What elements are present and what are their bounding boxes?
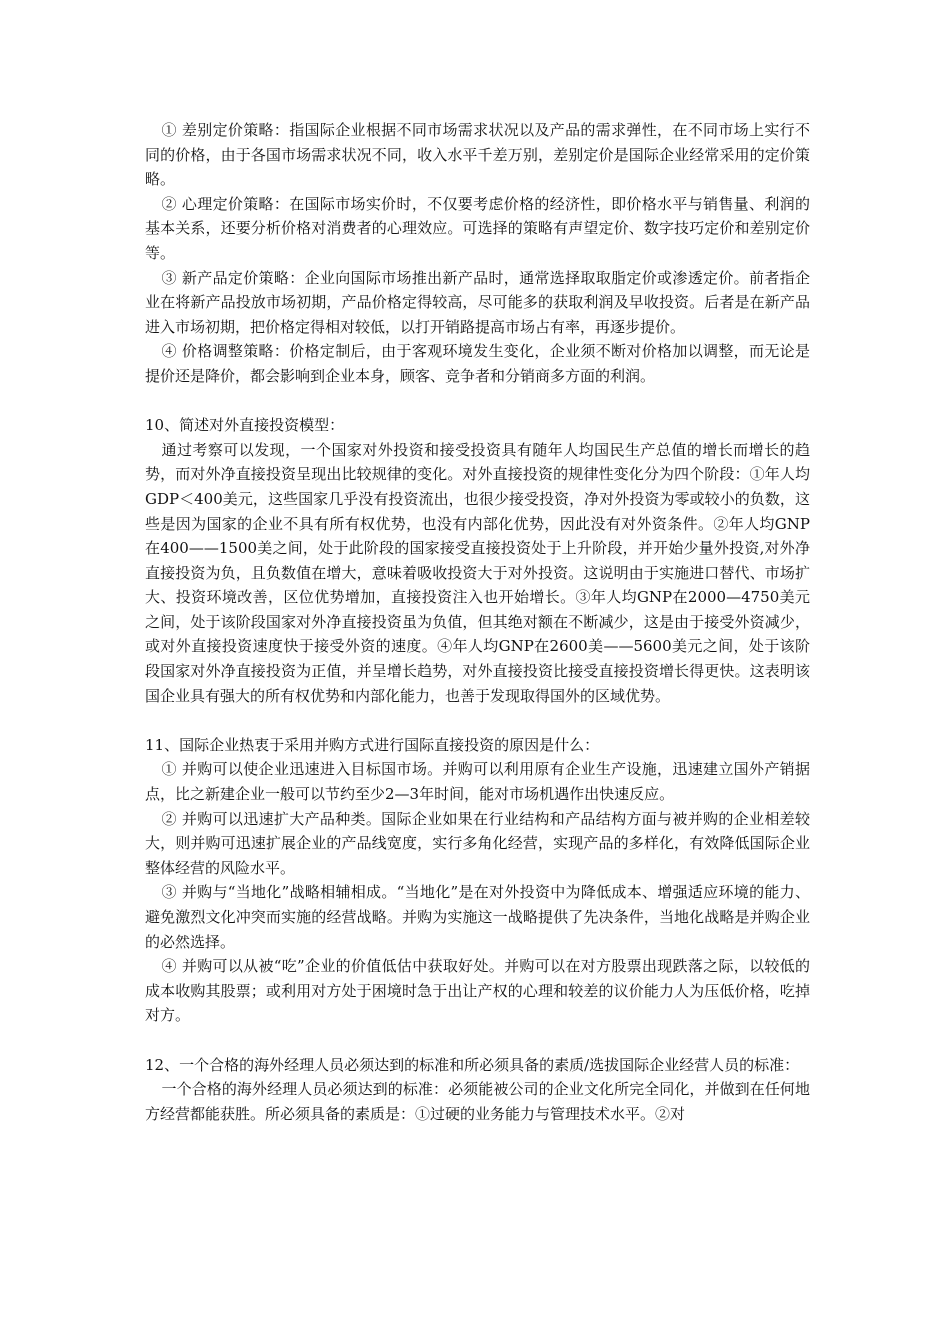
section-gap [145, 1028, 810, 1053]
pricing-item-2: ② 心理定价策略：在国际市场实价时，不仅要考虑价格的经济性，即价格水平与销售量、利润的基本关系，还要分析价格对消费者的心理效应。可选择的策略有声望定价、数字技巧定价和差别定价等。 [145, 194, 810, 262]
q11-heading: 11、国际企业热衷于采用并购方式进行国际直接投资的原因是什么： [145, 735, 600, 754]
q11-item-3: ③ 并购与“当地化”战略相辅相成。“当地化”是在对外投资中为降低成本、增强适应环境的能力、避免激烈文化冲突而实施的经营战略。并购为实施这一战略提供了先决条件，当地化战略是并购企业的必然选择。 [145, 883, 810, 951]
section-gap [145, 708, 810, 733]
q10-heading: 10、简述对外直接投资模型： [145, 416, 345, 435]
q11-item-2: ② 并购可以迅速扩大产品种类。国际企业如果在行业结构和产品结构方面与被并购的企业相差较大，则并购可迅速扩展企业的产品线宽度，实行多角化经营，实现产品的多样化，有效降低国际企业整体经营的风险水平。 [145, 809, 810, 877]
q10-body: 通过考察可以发现，一个国家对外投资和接受投资具有随年人均国民生产总值的增长而增长的趋势，而对外净直接投资呈现出比较规律的变化。对外直接投资的规律性变化分为四个阶段：①年人均GDP＜400美元，这些国家几乎没有投资流出，也很少接受投资，净对外投资为零或较小的负数，这些是因为国家的企业不具有所有权优势，也没有内部化优势，因此没有对外资条件。②年人均GNP在400——1500美之间，处于此阶段的国家接受直接投资处于上升阶段，并开始少量外投资,对外净直接投资为负，且负数值在增大，意味着吸收投资大于对外投资。这说明由于实施进口替代、市场扩大、投资环境改善，区位优势增加，直接投资注入也开始增长。③年人均GNP在2000—4750美元之间，处于该阶段国家对外净直接投资虽为负值，但其绝对额在不断减少，这是由于接受外资减少，或对外直接投资速度快于接受外资的速度。④年人均GNP在2600美——5600美元之间，处于该阶段国家对外净直接投资为正值，并呈增长趋势，对外直接投资比接受直接投资增长得更快。这表明该国企业具有强大的所有权优势和内部化能力，也善于发现取得国外的区域优势。 [145, 440, 810, 705]
pricing-item-1: ① 差别定价策略：指国际企业根据不同市场需求状况以及产品的需求弹性，在不同市场上实行不同的价格，由于各国市场需求状况不同，收入水平千差万别，差别定价是国际企业经常采用的定价策略。 [145, 121, 810, 189]
q12-heading: 12、一个合格的海外经理人员必须达到的标准和所必须具备的素质/选拔国际企业经营人员的标准： [145, 1055, 800, 1074]
document-page [145, 118, 810, 1126]
q11-item-1: ① 并购可以使企业迅速进入目标国市场。并购可以利用原有企业生产设施，迅速建立国外产销据点，比之新建企业一般可以节约至少2—3年时间，能对市场机遇作出快速反应。 [145, 760, 810, 804]
pricing-item-3: ③ 新产品定价策略：企业向国际市场推出新产品时，通常选择取取脂定价或渗透定价。前者指企业在将新产品投放市场初期，产品价格定得较高，尽可能多的获取利润及早收投资。后者是在新产品进入市场初期，把价格定得相对较低，以打开销路提高市场占有率，再逐步提价。 [145, 268, 810, 336]
pricing-item-4: ④ 价格调整策略：价格定制后，由于客观环境发生变化，企业须不断对价格加以调整，而无论是提价还是降价，都会影响到企业本身，顾客、竞争者和分销商多方面的利润。 [145, 342, 810, 385]
section-gap [145, 389, 810, 414]
q12-body: 一个合格的海外经理人员必须达到的标准：必须能被公司的企业文化所完全同化，并做到在任何地方经营都能获胜。所必须具备的素质是：①过硬的业务能力与管理技术水平。②对 [145, 1080, 810, 1123]
q11-item-4: ④ 并购可以从被“吃”企业的价值低估中获取好处。并购可以在对方股票出现跌落之际，以较低的成本收购其股票；或利用对方处于困境时急于出让产权的心理和较差的议价能力人为压低价格，吃掉对方。 [145, 957, 810, 1025]
